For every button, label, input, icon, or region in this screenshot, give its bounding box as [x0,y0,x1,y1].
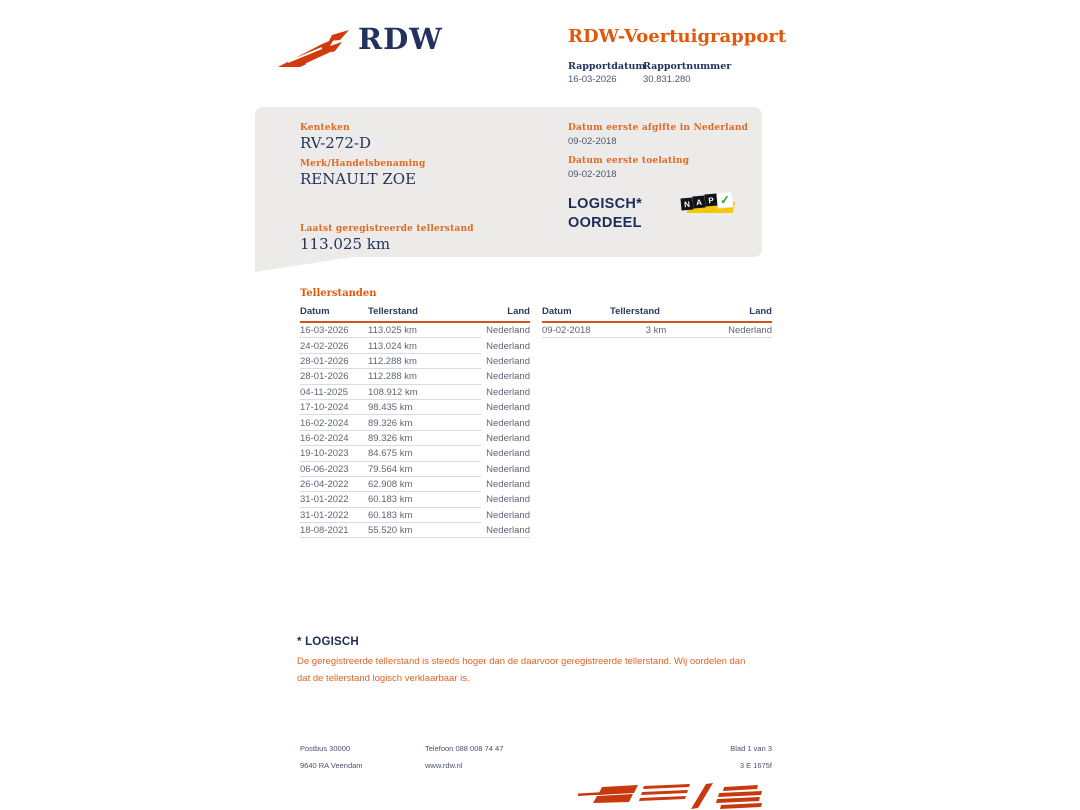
footer-form-code: 3 E 1675f [739,761,772,770]
footer-city: 9640 RA Veendam [300,761,363,770]
col-header-land: Land [507,306,530,317]
meter-reading-row [300,523,530,538]
meter-reading-cell: 16-02-2024 [300,417,349,429]
eerste-toelating-value: 09-02-2018 [568,169,617,180]
meter-reading-cell: Nederland [486,325,530,337]
eerste-toelating-label: Datum eerste toelating [568,156,690,166]
meter-reading-row [300,369,530,384]
meter-reading-cell: 55.520 km [368,525,413,537]
col-header-tellerstand: Tellerstand [610,306,660,317]
meter-reading-cell: 31-01-2022 [300,509,349,521]
oordeel-line2: OORDEEL [568,215,642,231]
bottom-wing-graphic [578,780,764,810]
meter-reading-cell: Nederland [486,463,530,475]
report-date-value: 16-03-2026 [568,74,617,85]
meter-reading-cell: 113.024 km [368,340,417,352]
meter-reading-cell: Nederland [486,525,530,537]
col-header-land: Land [749,306,772,317]
meter-reading-cell: 16-03-2026 [300,325,349,337]
meter-reading-cell: 09-02-2018 [542,325,591,337]
nap-letter-p: P [704,193,717,206]
tellerstanden-table-left [300,303,530,538]
meter-reading-row [300,431,530,446]
footer-phone: Telefoon 088 008 74 47 [425,744,504,753]
meter-reading-cell: 04-11-2025 [300,386,348,398]
laatste-tellerstand-value: 113.025 km [300,235,391,253]
table-body-left [300,323,530,538]
tellerstanden-table-right [542,303,772,338]
report-date-label: Rapportdatum [568,61,646,72]
footer-address [300,740,363,774]
kenteken-label: Kenteken [300,123,350,133]
nap-logo [680,193,742,219]
meter-reading-row [300,338,530,353]
nap-letter-n: N [680,197,693,210]
tellerstanden-section-title: Tellerstanden [300,288,377,299]
meter-reading-row [300,415,530,430]
footer-website: www.rdw.nl [425,761,463,770]
eerste-afgifte-label: Datum eerste afgifte in Nederland [568,123,749,133]
report-number-label: Rapportnummer [643,61,732,72]
meter-reading-cell: 16-02-2024 [300,432,349,444]
meter-reading-cell: 79.564 km [368,463,413,475]
meter-reading-cell: 108.912 km [368,386,418,398]
table-header-row [542,303,772,323]
meter-reading-cell: 28-01-2026 [300,355,349,367]
meter-reading-cell: Nederland [486,371,530,383]
card-corner-fold [255,256,359,272]
table-body-right [542,323,772,338]
meter-reading-row [300,385,530,400]
laatste-tellerstand-label: Laatst geregistreerde tellerstand [300,224,474,234]
meter-reading-row [300,323,530,338]
meter-reading-cell: Nederland [486,494,530,506]
meter-reading-cell: 112.288 km [368,355,417,367]
oordeel-line1: LOGISCH* [568,196,643,212]
meter-reading-cell: 17-10-2024 [300,402,349,414]
meter-reading-row [300,354,530,369]
meter-reading-cell: Nederland [486,432,530,444]
meter-reading-row [300,446,530,461]
meter-reading-cell: 113.025 km [368,325,417,337]
meter-reading-cell: Nederland [486,402,530,414]
meter-reading-cell: Nederland [486,509,530,521]
rdw-feather-logo-icon [276,28,356,72]
col-header-datum: Datum [300,306,330,317]
meter-reading-cell: Nederland [486,479,530,491]
meter-reading-cell: 18-08-2021 [300,525,349,537]
col-header-datum: Datum [542,306,572,317]
report-number-value: 30.831.280 [643,74,691,85]
meter-reading-cell: 89.326 km [368,432,413,444]
meter-reading-cell: 26-04-2022 [300,479,349,491]
footer-contact [425,740,503,774]
meter-reading-cell: Nederland [486,355,530,367]
meter-reading-cell: Nederland [486,386,530,398]
eerste-afgifte-value: 09-02-2018 [568,136,617,147]
meter-reading-cell: 112.288 km [368,371,417,383]
logisch-footnote-title: * LOGISCH [297,636,359,648]
meter-reading-cell: Nederland [486,340,530,352]
meter-reading-cell: 89.326 km [368,417,413,429]
meter-reading-cell: 24-02-2026 [300,340,349,352]
kenteken-value: RV-272-D [300,134,372,152]
nap-check-icon: ✓ [719,192,731,208]
meter-reading-row [300,508,530,523]
meter-reading-cell: 84.675 km [368,448,413,460]
meter-reading-row [300,477,530,492]
logisch-footnote-text: De geregistreerde tellerstand is steeds hoger dan de daarvoor geregistreerde tellerstand. Wij oordelen dan dat de tellerstand logisch verklaarbaar is. [297,656,746,684]
meter-reading-cell: 60.183 km [368,509,413,521]
meter-reading-cell: Nederland [486,417,530,429]
rdw-logotype: RDW [358,22,443,56]
meter-reading-cell: 28-01-2026 [300,371,349,383]
footer-postbus: Postbus 30000 [300,744,351,753]
merk-label: Merk/Handelsbenaming [300,159,426,169]
meter-reading-row [542,323,772,338]
meter-reading-row [300,462,530,477]
document-title: RDW-Voertuigrapport [568,26,787,47]
table-header-row [300,303,530,323]
meter-reading-row [300,400,530,415]
footer-page-info [730,740,772,774]
oordeel-text [568,195,642,233]
meter-reading-cell: 06-06-2023 [300,463,349,475]
vehicle-summary-card [255,107,762,257]
col-header-tellerstand: Tellerstand [368,306,418,317]
meter-reading-cell: 62.908 km [368,479,413,491]
meter-reading-cell: Nederland [486,448,530,460]
meter-reading-row [300,492,530,507]
meter-reading-cell: 31-01-2022 [300,494,349,506]
meter-reading-cell: 3 km [645,325,667,337]
meter-reading-cell: 98.435 km [368,402,413,414]
nap-letter-a: A [692,195,705,208]
meter-reading-cell: 19-10-2023 [300,448,349,460]
meter-reading-cell: 60.183 km [368,494,413,506]
footer-page-number: Blad 1 van 3 [730,744,772,753]
meter-reading-cell: Nederland [728,325,772,337]
merk-value: RENAULT ZOE [300,170,417,188]
